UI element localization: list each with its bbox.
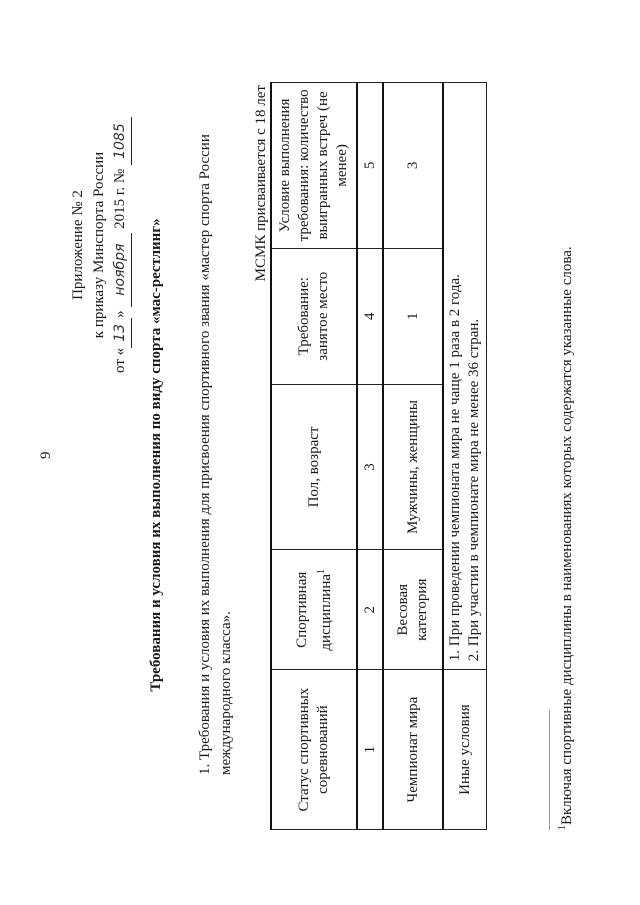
document-title: Требования и условия их выполнения по виду спорта «мас-рестлинг» — [148, 218, 164, 692]
intro-line-2: международного класса». — [218, 611, 234, 775]
header-cell: Условие выполнения требования: количество выигранных встреч (не менее) — [271, 83, 357, 249]
column-number: 3 — [357, 384, 383, 550]
other-conditions-row — [443, 83, 487, 830]
footnote-mark: 1 — [557, 825, 568, 830]
date-day-handwritten: 13 — [110, 318, 132, 348]
other-conditions-list — [443, 83, 487, 670]
footnote-mark: 1 — [315, 568, 327, 574]
order-number-handwritten: 1085 — [110, 117, 132, 165]
appendix-label: Приложение № 2 — [70, 190, 86, 300]
required-place: 1 — [383, 248, 443, 384]
table-row — [383, 83, 443, 830]
header-cell: Статус спортивных соревнований — [271, 670, 357, 830]
other-conditions-label: Иные условия — [443, 670, 487, 830]
column-number: 1 — [357, 670, 383, 830]
footnote — [557, 246, 576, 830]
condition-item: 2. При участии в чемпионате мира не менее 36 стран. — [466, 318, 482, 662]
header-cell: Спортивная дисциплина$^1$ — [271, 550, 357, 670]
order-reference: к приказу Минспорта России — [91, 151, 107, 339]
required-wins: 3 — [383, 83, 443, 249]
date-prefix: от « — [112, 347, 128, 373]
footnote-text: Включая спортивные дисциплины в наименованиях которых содержатся указанные слова. — [559, 246, 575, 825]
header-cell: Требование: занятое место — [271, 248, 357, 384]
sport-discipline: Весовая категория — [383, 550, 443, 670]
column-number: 5 — [357, 83, 383, 249]
footnote-divider — [549, 710, 550, 830]
competition-status: Чемпионат мира — [383, 670, 443, 830]
date-month-handwritten: ноября — [110, 233, 132, 307]
table-header-row — [271, 83, 357, 830]
requirements-table — [270, 82, 487, 830]
column-number-row — [357, 83, 383, 830]
intro-paragraph — [195, 85, 237, 775]
condition-item: 1. При проведении чемпионата мира не чаще 1 раза в 2 года. — [447, 274, 463, 662]
column-number: 2 — [357, 550, 383, 670]
gender-age: Мужчины, женщины — [383, 384, 443, 550]
column-number: 4 — [357, 248, 383, 384]
header-cell: Пол, возраст — [271, 384, 357, 550]
msmk-age-note: МСМК присваивается с 18 лет — [253, 85, 269, 282]
date-quote: » — [112, 310, 128, 318]
intro-line-1: 1. Требования и условия их выполнения для присвоения спортивного звания «мастер спорта России — [197, 134, 213, 775]
date-year: 2015 г. № — [112, 168, 128, 229]
order-date-line — [110, 85, 132, 405]
page-number: 9 — [38, 451, 54, 459]
